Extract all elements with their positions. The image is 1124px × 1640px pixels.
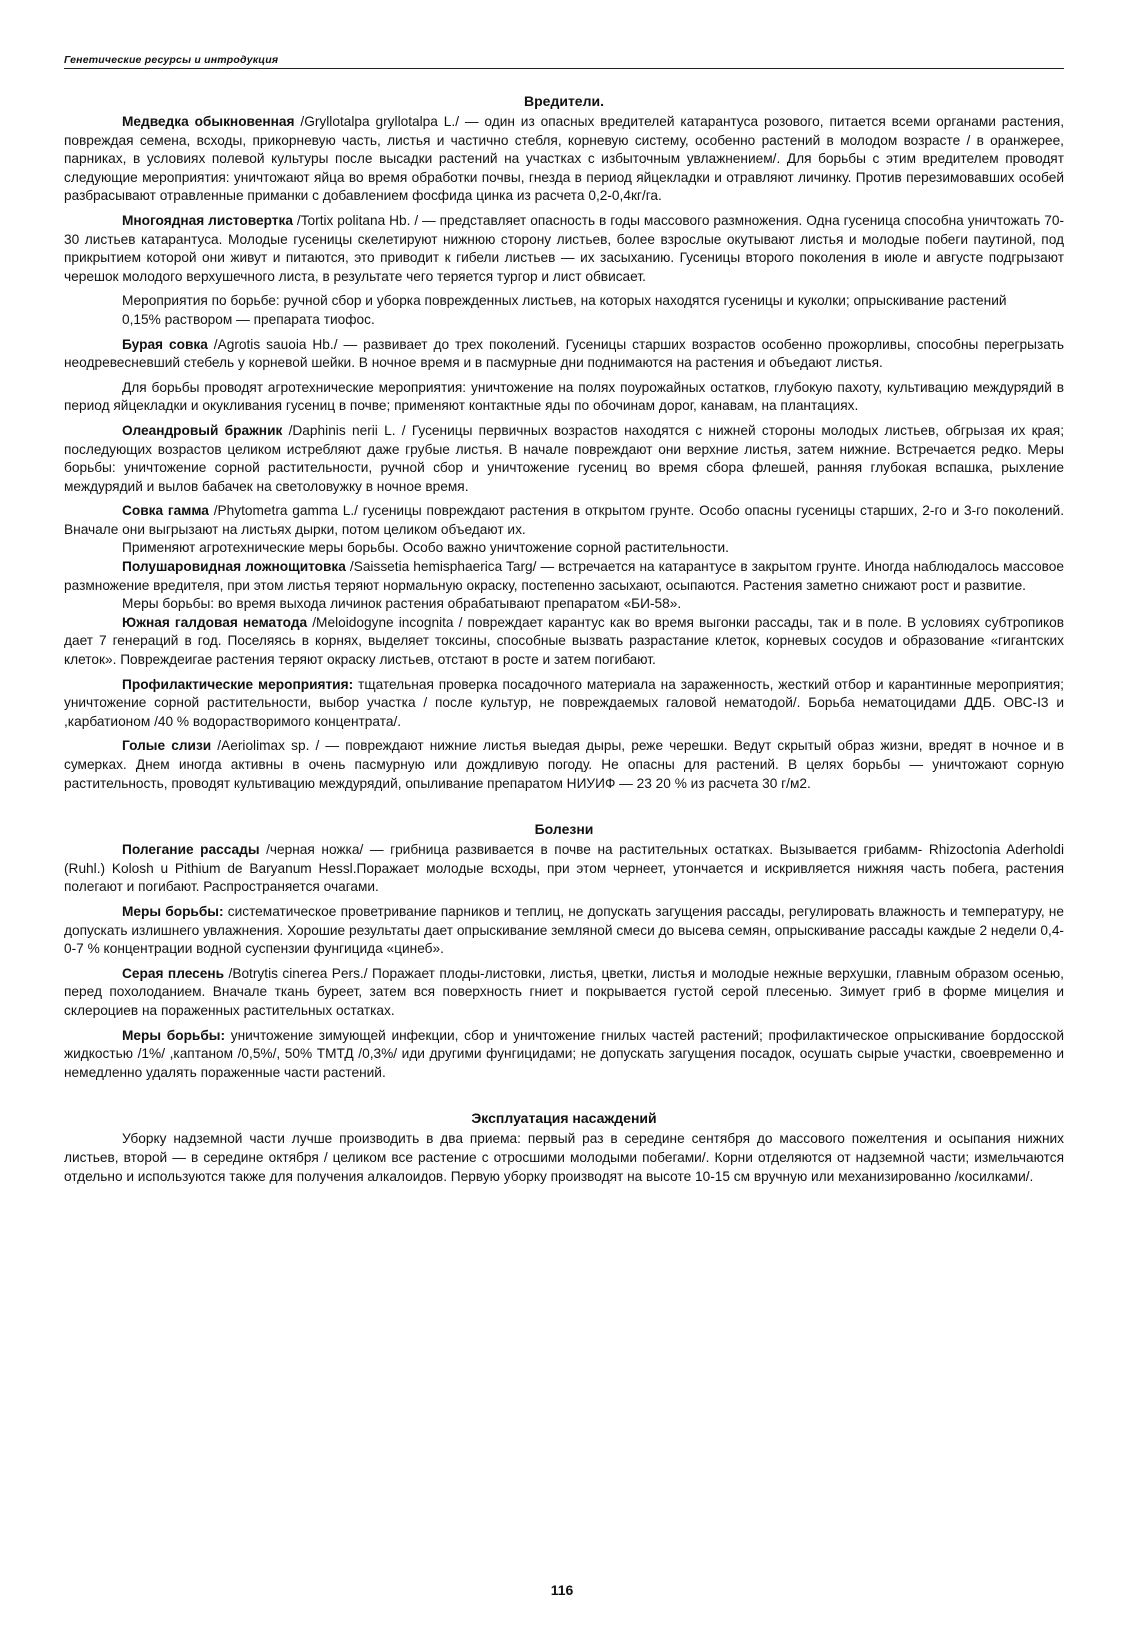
term: Совка гамма xyxy=(122,503,209,519)
section-pests xyxy=(64,93,1064,793)
term: Многоядная листовертка xyxy=(122,212,293,228)
paragraph-text: Мероприятия по борьбе: ручной сбор и уборка поврежденных листьев, на которых находятся гусеницы и куколки; опрыскивание растений xyxy=(122,293,1007,309)
paragraph xyxy=(64,336,1064,373)
term: Медведка обыкновенная xyxy=(122,114,295,129)
paragraph xyxy=(64,558,1064,595)
paragraph-text: /Aeriolimax sp. / — повреждают нижние листья выедая дыры, реже черешки. Ведут скрытый образ жизни, вредят в ночное и в сумерках. Днем иногда активны в очень пасмурную или дождливую погоду. Не опасны для растений. В целях борьбы — уничтожают сорную растительность, проводят культивацию междурядий, опыливание препаратом НИУИФ — 23 20 % из расчета 30 г/м2. xyxy=(64,738,1064,791)
running-head: Генетические ресурсы и интродукция xyxy=(64,54,1064,69)
paragraph xyxy=(64,113,1064,206)
page-number: 116 xyxy=(550,1582,574,1598)
section-title: Болезни xyxy=(534,821,594,838)
term: Профилактические мероприятия: xyxy=(122,676,354,692)
paragraph xyxy=(64,311,1064,330)
paragraph xyxy=(64,595,1064,614)
section-gap xyxy=(64,1088,1064,1110)
paragraph-text: уничтожение зимующей инфекции, сбор и уничтожение гнилых частей растений; профилактическое опрыскивание бордосской жидкостью /1%/ ,каптаном /0,5%/, 50% ТМТД /0,3%/ иди другими фунгицидами; не допускать загущения посадок, осушать сырые участки, своевременно и немедленно удалять пораженные части растений. xyxy=(64,1027,1064,1080)
paragraph xyxy=(64,502,1064,539)
paragraph xyxy=(64,614,1064,670)
paragraph-text: /Botrytis cinerea Pers./ Поражает плоды-листовки, листья, цветки, листья и молодые нежные верхушки, главным образом осенью, перед похолоданием. Вначале ткань буреет, затем вся поверхность гниет и покрывается густой серой плесенью. Зимует гриб в форме мицелия и склероциев на пораженных растительных остатках. xyxy=(64,965,1064,1018)
paragraph xyxy=(64,292,1064,311)
paragraph-text: /Gryllotalpa gryllotalpa L./ — один из опасных вредителей катарантуса розового, питается всеми органами растения, повреждая семена, всходы, прикорневую часть, листья и частично стебля, корневую систему, особенно растений в молодом возрасте / в оранжерее, парниках, в условиях полевой культуры после высадки растений на участках с избыточным увлажнением/. Для борьбы с этим вредителем проводят следующие мероприятия: уничтожают яйца во время обработки почвы, гнезда в период яйцекладки и отравляют личинку. Против перезимовавших особей разбрасывают отравленные приманки с добавлением фосфида цинка из расчета 0,2-0,4кг/га. xyxy=(64,114,1064,204)
paragraph xyxy=(64,212,1064,286)
paragraph-text: /Tortix politana Hb. / — представляет опасность в годы массового размножения. Одна гусеница способна уничтожать 70-30 листьев катарантуса. Молодые гусеницы скелетируют нижнюю сторону листьев, более взрослые окутывают листья и молодые побеги паутиной, под прикрытием которой они живут и питаются, это приводит к гибели листьев — их засыханию. Гусеницы второго поколения в июле и августе подгрызают черешок молодого верхушечного листа, в результате чего теряется тургор и лист обвисает. xyxy=(64,212,1065,284)
paragraph-text: Применяют агротехнические меры борьбы. Особо важно уничтожение сорной растительности. xyxy=(122,540,729,556)
paragraph-text: 0,15% раствором — препарата тиофос. xyxy=(122,311,375,327)
section-diseases xyxy=(64,821,1064,1082)
paragraph-text: /Saissetia hemisphaerica Targ/ — встречается на катарантусе в закрытом грунте. Иногда наблюдалось массовое размножение вредителя, при этом листья теряют нормальную окраску, постепенно засыхают, осыпаются. Растения заметно снижают рост и развитие. xyxy=(64,559,1064,593)
document-page xyxy=(64,54,1064,1192)
paragraph-text: систематическое проветривание парников и теплиц, не допускать загущения рассады, регулировать влажность и температуру, не допускать излишнего увлажнения. Хорошие результаты дает опрыскивание земляной смеси до высева семян, опрыскивание рассады каждые 2 недели 0,4-0-7 % концентрации водной суспензии фунгицида «цинеб». xyxy=(64,903,1064,957)
paragraph xyxy=(64,965,1064,1021)
section-gap xyxy=(64,799,1064,821)
term: Серая плесень xyxy=(122,965,225,981)
term: Меры борьбы: xyxy=(122,1027,226,1043)
section-title: Эксплуатация насаждений xyxy=(471,1110,657,1127)
section-title: Вредители. xyxy=(524,93,604,109)
paragraph-text: /Meloidogyne incognita / повреждает карантус как во время выгонки рассады, так и в поле. В условиях субтропиков дает 7 генераций в год. Поселяясь в корнях, выделяет токсины, способные вызвать разрастание клеток, корневых сосудов и образование «гигантских клеток». Повреждеигае растения теряют окраску листьев, отстают в росте и затем погибают. xyxy=(64,614,1065,668)
paragraph-text: тщательная проверка посадочного материала на зараженность, жесткий отбор и карантинные мероприятия; уничтожение сорной растительности, выбор участка / после культур, не повреждаемых галовой нематодой/. Борьба нематоцидами ДДБ. ОВС-I3 и ,карбатионом /40 % водорастворимого концентрата/. xyxy=(64,676,1064,729)
term: Голые слизи xyxy=(122,738,212,754)
paragraph xyxy=(64,539,1064,558)
term: Меры борьбы: xyxy=(122,903,224,919)
paragraph-text: Уборку надземной части лучше производить в два приема: первый раз в середине сентября до массового пожелтения и осыпания нижних листьев, второй — в середине октября / целиком все растение с отросшими молодыми побегами/. Корни отделяются от надземной части; измельчаются отдельно и используются также для получения алкалоидов. Первую уборку производят на высоте 10-15 см вручную или механизированно /косилками/. xyxy=(64,1131,1064,1184)
paragraph xyxy=(64,903,1064,959)
term: Южная галдовая нематода xyxy=(122,614,308,630)
paragraph-text: Меры борьбы: во время выхода личинок растения обрабатывают препаратом «БИ-58». xyxy=(122,596,682,612)
term: Олеандровый бражник xyxy=(122,422,283,438)
term: Полушаровидная ложнощитовка xyxy=(122,559,346,575)
paragraph xyxy=(64,1130,1064,1186)
paragraph-text: /черная ножка/ — грибница развивается в почве на растительных остатках. Вызывается грибамм- Rhizoctonia Aderholdi (Ruhl.) Kolosh u Pithium de Baryanum Hessl.Поражает молодые всходы, при этом чернеет, утончается и искривляется нижняя часть побега, растения полегают и погибают. Распространяется очагами. xyxy=(64,842,1065,895)
paragraph xyxy=(64,676,1064,732)
paragraph xyxy=(64,841,1064,897)
paragraph-text: Для борьбы проводят агротехнические мероприятия: уничтожение на полях поурожайных остатков, глубокую пахоту, культивацию междурядий в период яйцекладки и окукливания гусениц в почве; применяют контактные яды по обочинам дорог, канавам, на плантациях. xyxy=(64,379,1064,414)
paragraph-text: /Phytometra gamma L./ гусеницы повреждают растения в открытом грунте. Особо опасны гусеницы старших, 2-го и 3-го поколений. Вначале они выгрызают на листьях дырки, потом целиком объедают их. xyxy=(64,503,1064,537)
paragraph-text: /Agrotis sauoia Hb./ — развивает до трех поколений. Гусеницы старших возрастов особенно прожорливы, способны перегрызать неодревесневший стебель у корневой шейки. В ночное время и в пасмурные дни поднимаются на растения и объедают листья. xyxy=(64,336,1064,371)
term: Бурая совка xyxy=(122,336,208,352)
paragraph xyxy=(64,1027,1064,1083)
paragraph-text: /Daphinis nerii L. / Гусеницы первичных возрастов находятся с нижней стороны молодых листьев, обгрызая их края; последующих возрастов целиком истребляют даже грубые листья. В начале повреждают они верхние листья, затем нижние. Встречается редко. Меры борьбы: уничтожение сорной растительности, ручной сбор и уничтожение гусениц во время сбора флешей, ранняя глубокая вспашка, рыхление междурядий и вылов бабачек на светоловужку в ночное время. xyxy=(64,422,1064,494)
section-harvest xyxy=(64,1110,1064,1186)
term: Полегание рассады xyxy=(122,842,260,858)
paragraph xyxy=(64,422,1064,496)
paragraph xyxy=(64,379,1064,416)
paragraph xyxy=(64,737,1064,793)
